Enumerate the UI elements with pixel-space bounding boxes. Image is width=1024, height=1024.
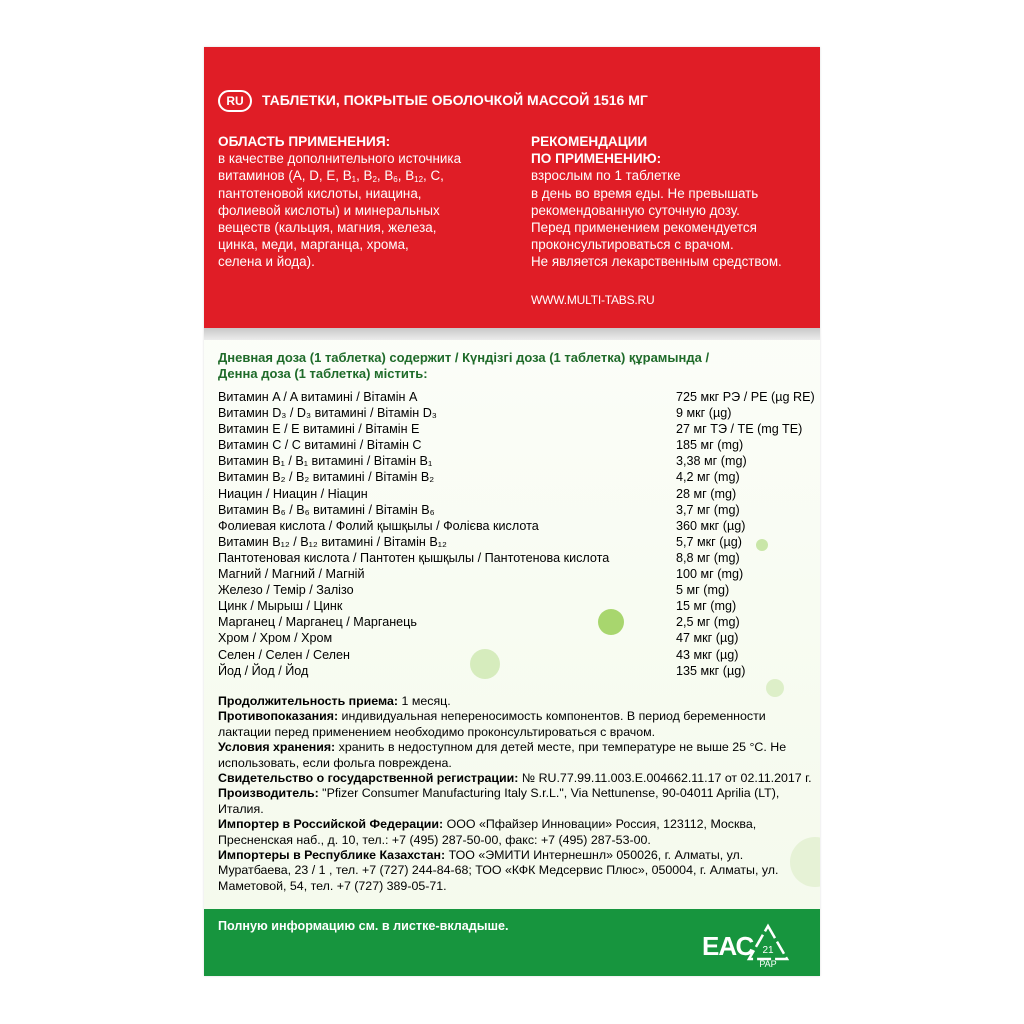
composition-row xyxy=(218,615,808,631)
importer-ru-info: Импортер в Российской Федерации: ООО «Пфайзер Инновации» Россия, 123112, Москва, Пресненская наб., д. 10, тел.: +7 (495) 287-50-00, факс: +7 (495) 287-53-00. xyxy=(218,817,757,847)
recommendations-title: ПО ПРИМЕНЕНИЮ: xyxy=(531,151,662,167)
nutrient-amount: 2,5 мг (mg) xyxy=(676,615,740,630)
nutrient-amount: 3,7 мг (mg) xyxy=(676,502,740,517)
composition-row xyxy=(218,535,808,551)
nutrient-name: Хром / Хром / Хром xyxy=(218,631,333,646)
usage-line: пантотеновой кислоты, ниацина, xyxy=(218,185,422,201)
nutrient-name: Витамин B₆ / B₆ витамині / Вітамін B₆ xyxy=(218,502,435,517)
usage-line: веществ (кальция, магния, железа, xyxy=(218,220,437,236)
composition-table xyxy=(218,390,815,680)
nutrient-name: Пантотеновая кислота / Пантотен қышқылы / Пантотенова кислота xyxy=(218,550,610,565)
composition-row xyxy=(218,422,808,438)
nutrient-amount: 43 мкг (µg) xyxy=(676,647,739,662)
composition-row xyxy=(218,631,808,647)
nutrient-amount: 360 мкг (µg) xyxy=(676,518,746,533)
nutrient-amount: 5 мг (mg) xyxy=(676,583,730,598)
nutrient-name: Марганец / Марганец / Марганець xyxy=(218,615,417,630)
composition-row xyxy=(218,487,808,503)
product-form-subtitle: ТАБЛЕТКИ, ПОКРЫТЫЕ ОБОЛОЧКОЙ МАССОЙ 1516 МГ xyxy=(262,92,648,108)
nutrient-name: Селен / Селен / Селен xyxy=(218,647,350,662)
usage-line: цинка, меди, марганца, хрома, xyxy=(218,237,409,253)
recycle-icon xyxy=(746,923,790,967)
composition-row xyxy=(218,503,808,519)
composition-row xyxy=(218,519,808,535)
manufacturer-info: Производитель: "Pfizer Consumer Manufacturing Italy S.r.L.", Via Nettunense, 90-04011 Aprilia (LT), Италия. xyxy=(218,786,780,816)
nutrient-amount: 4,2 мг (mg) xyxy=(676,470,740,485)
recommendations-line: рекомендованную суточную дозу. xyxy=(531,202,740,218)
nutrient-amount: 185 мг (mg) xyxy=(676,438,744,453)
nutrient-name: Витамин B₁ / B₁ витамині / Вітамін B₁ xyxy=(218,454,433,469)
recycle-number: 21 xyxy=(762,945,774,956)
panel-fold-edge xyxy=(204,328,820,340)
nutrient-name: Железо / Темір / Залізо xyxy=(218,583,354,598)
composition-row xyxy=(218,390,815,406)
nutrient-name: Ниацин / Ниацин / Ніацин xyxy=(218,486,368,501)
composition-row xyxy=(218,599,808,615)
nutrient-amount: 725 мкг РЭ / PE (µg RE) xyxy=(676,390,815,404)
recycle-code: PAP xyxy=(759,959,777,967)
daily-dose-title xyxy=(218,350,778,382)
usage-line: селена и йода). xyxy=(218,254,315,270)
red-header-band xyxy=(204,47,820,328)
composition-row xyxy=(218,583,808,599)
nutrient-name: Витамин A / A витамині / Вітамін A xyxy=(218,390,418,404)
recommendations-title: РЕКОМЕНДАЦИИ xyxy=(531,134,648,149)
recommendations-line: в день во время еды. Не превышать xyxy=(531,185,759,201)
nutrient-name: Витамин E / E витамині / Вітамін E xyxy=(218,422,420,437)
leaflet-note: Полную информацию см. в листке-вкладыше. xyxy=(218,919,509,933)
recommendations-line: Перед применением рекомендуется xyxy=(531,220,757,236)
composition-row xyxy=(218,567,808,583)
nutrient-amount: 15 мг (mg) xyxy=(676,599,737,614)
nutrient-name: Витамин D₃ / D₃ витамині / Вітамін D₃ xyxy=(218,406,437,421)
website-link[interactable]: WWW.MULTI-TABS.RU xyxy=(531,293,655,307)
nutrient-amount: 27 мг ТЭ / TE (mg TE) xyxy=(676,422,803,437)
nutrient-name: Фолиевая кислота / Фолий қышқылы / Фолієва кислота xyxy=(218,518,539,533)
composition-row xyxy=(218,454,808,470)
registration-info: Свидетельство о государственной регистрации: № RU.77.99.11.003.Е.004662.11.17 от 02.11.2017 г. xyxy=(218,771,812,786)
usage-line-vitamins: витаминов (A, D, E, $B_1$, $B_2$, $B_6$, $B_{12}$, C, xyxy=(218,168,444,185)
usage-title: ОБЛАСТЬ ПРИМЕНЕНИЯ: xyxy=(218,134,391,149)
nutrient-amount: 5,7 мкг (µg) xyxy=(676,534,742,549)
composition-row xyxy=(218,406,808,422)
language-badge: RU xyxy=(218,90,252,112)
storage-info: Условия хранения: хранить в недоступном для детей месте, при температуре не выше 25 °С. Не использовать, если фольга повреждена. xyxy=(218,740,787,770)
recommendations-line: взрослым по 1 таблетке xyxy=(531,168,681,184)
composition-row xyxy=(218,551,808,567)
usage-line: в качестве дополнительного источника xyxy=(218,151,462,167)
recommendations-section xyxy=(531,133,816,271)
product-info-block xyxy=(218,694,814,894)
nutrient-amount: 135 мкг (µg) xyxy=(676,663,746,678)
nutrient-amount: 8,8 мг (mg) xyxy=(676,550,740,565)
package-back-panel xyxy=(204,47,820,976)
daily-dose-title-line: Денна доза (1 таблетка) містить: xyxy=(218,366,428,381)
duration-info: Продолжительность приема: 1 месяц. xyxy=(218,694,451,708)
composition-row xyxy=(218,648,808,664)
nutrient-name: Витамин B₂ / B₂ витамині / Вітамін B₂ xyxy=(218,470,435,485)
nutrient-amount: 9 мкг (µg) xyxy=(676,406,732,421)
contraindications-info: Противопоказания: индивидуальная непереносимость компонентов. В период беременности лактации перед применением необходимо проконсультироваться с врачом. xyxy=(218,709,766,739)
recommendations-line: проконсультироваться с врачом. xyxy=(531,237,734,253)
usage-line: фолиевой кислоты) и минеральных xyxy=(218,202,440,218)
composition-row xyxy=(218,470,808,486)
usage-section xyxy=(218,133,508,271)
nutrient-amount: 100 мг (mg) xyxy=(676,567,744,582)
nutrient-name: Витамин C / C витамині / Вітамін C xyxy=(218,438,422,453)
green-footer-band xyxy=(204,909,820,976)
nutrient-name: Витамин B₁₂ / B₁₂ витамині / Вітамін B₁₂ xyxy=(218,534,447,549)
nutrient-name: Цинк / Мырыш / Цинк xyxy=(218,599,343,614)
daily-dose-title-line: Дневная доза (1 таблетка) содержит / Күндізгі доза (1 таблетка) құрамында / xyxy=(218,350,710,365)
composition-row xyxy=(218,438,808,454)
eac-mark-icon: ЕАС xyxy=(702,931,754,961)
recommendations-line: Не является лекарственным средством. xyxy=(531,254,782,270)
nutrient-name: Магний / Магний / Магній xyxy=(218,567,365,582)
importer-kz-info: Импортеры в Республике Казахстан: ТОО «ЭМИТИ Интернешнл» 050026, г. Алматы, ул. Муратбаева, 23 / 1 , тел. +7 (727) 244-84-68; ТОО «КФК Медсервис Плюс», 050004, г. Алматы, ул. Маметовой, 54, тел. +7 (727) 389-05-71. xyxy=(218,848,779,893)
nutrient-name: Йод / Йод / Йод xyxy=(218,663,309,678)
nutrient-amount: 28 мг (mg) xyxy=(676,486,737,501)
composition-row xyxy=(218,664,808,680)
nutrient-amount: 3,38 мг (mg) xyxy=(676,454,747,469)
nutrient-amount: 47 мкг (µg) xyxy=(676,631,739,646)
